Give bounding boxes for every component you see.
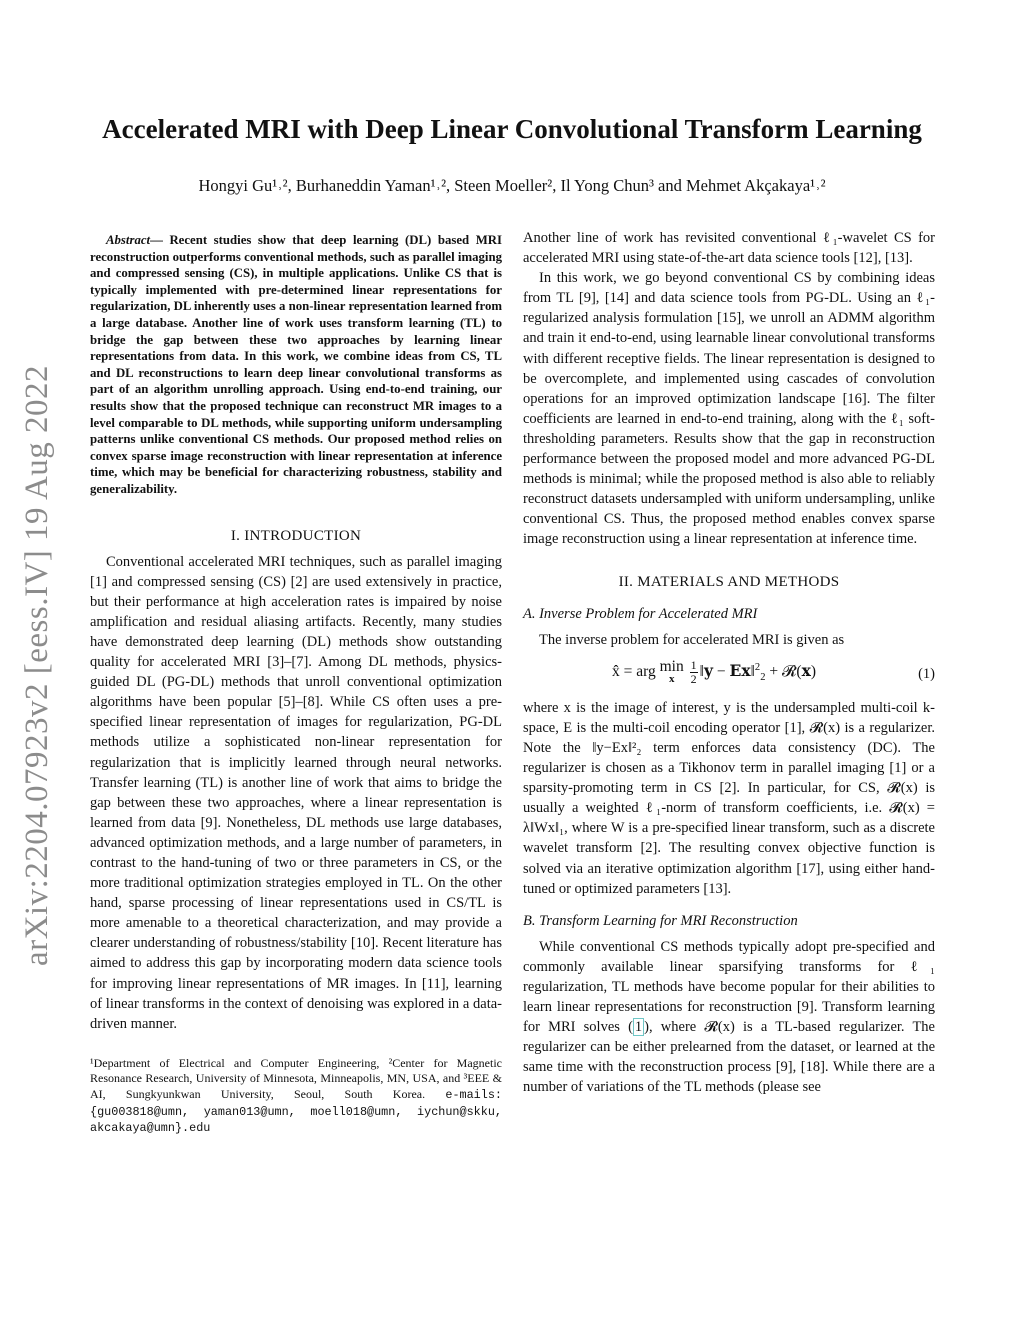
- paper-title: Accelerated MRI with Deep Linear Convolutional Transform Learning: [102, 114, 922, 144]
- author-list: Hongyi Gu¹˒², Burhaneddin Yaman¹˒², Steen Moeller², Il Yong Chun³ and Mehmet Akçakaya¹˒²: [198, 176, 826, 195]
- contribution-paragraph: In this work, we go beyond conventional CS by combining ideas from TL [9], [14] and data science tools from PG-DL. Using an ℓ₁-regularized analysis formulation [15], we unroll an ADMM algorithm and train it end-to-end, using learnable linear convolutional transforms with different receptive fields. The linear representation is designed to be overcomplete, and implemented using cascades of convolution operations for an improved optimization landscape [16]. The filter coefficients are learned in end-to-end training, along with the ℓ₁ soft-thresholding parameters. Results show that the gap in reconstruction performance between the proposed model and more advanced PG-DL methods is minimal; while the proposed method is also able to reliably reconstruct datasets undersampled with uniform undersampling, unlike conventional CS. Thus, the proposed method enables convex sparse image reconstruction using a linear representation at inference time.: [523, 270, 935, 548]
- transform-learning-paragraph: While conventional CS methods typically adopt pre-specified and commonly available linear sparsifying transforms for ℓ₁ regularization, TL methods have become popular for their abilities to learn linear representations for reconstruction [9]. Transform learning for MRI solves ( 1 ), where 𝓡(x) is a TL-based regularizer. The regularizer can be either prelearned from the dataset, or learned at the same time with the reconstruction process [9], [18]. While there are a number of variations of the TL methods (please see: [523, 938, 935, 1096]
- equation-number: (1): [918, 665, 935, 682]
- footnote-emails: e-mails: {gu003818@umn, yaman013@umn, moell018@umn, iychun@skku, akcakaya@umn}.edu: [90, 1088, 502, 1136]
- inverse-problem-intro: The inverse problem for accelerated MRI is given as: [539, 631, 845, 648]
- footnote-text: ¹Department of Electrical and Computer Engineering, ²Center for Magnetic Resonance Research, University of Minnesota, Minneapolis, MN, USA, and ³EEE & AI, Sungkyunkwan University, Seoul, South Korea.: [90, 1055, 502, 1102]
- abstract: [90, 232, 502, 498]
- related-work-paragraph: Another line of work has revisited conventional ℓ₁-wavelet CS for accelerated MRI using state-of-the-art data science tools [12], [13].: [523, 230, 935, 267]
- right-column: [523, 228, 935, 1098]
- equation-1: [523, 652, 935, 696]
- equation-body: x̂ = arg min x $\frac{1}{2}$ ‖y − Ex‖$^2_2$ + 𝓡(x): [611, 657, 817, 687]
- inverse-problem-explanation: where x is the image of interest, y is the undersampled multi-coil k-space, E is the multi-coil encoding operator [1], 𝓡(x) is a regularizer. Note the ‖y−Ex‖²₂ term enforces data consistency (DC). The regularizer is chosen as a Tikhonov term in parallel imaging [1] or a sparsity-promoting term in CS [2]. In particular, for CS, 𝓡(x) is usually a weighted ℓ₁-norm of transform coefficients, i.e. 𝓡(x) = λ‖Wx‖₁, where W is a pre-specified linear transform, such as a discrete wavelet transform [2]. The resulting convex objective function is solved via an iterative optimization algorithm [17], using either hand-tuned or optimized parameters [13].: [523, 699, 935, 897]
- arxiv-watermark: arXiv:2204.07923v2 [eess.IV] 19 Aug 2022: [19, 364, 56, 966]
- equation-reference-link[interactable]: 1: [634, 1019, 643, 1036]
- affiliation-footnote: [90, 1056, 502, 1137]
- section-heading-methods: II. MATERIALS AND METHODS: [618, 573, 840, 590]
- left-column: [90, 232, 502, 1137]
- subsection-heading-a: A. Inverse Problem for Accelerated MRI: [523, 605, 758, 622]
- abstract-label: Abstract: [106, 233, 151, 247]
- section-heading-introduction: I. INTRODUCTION: [230, 527, 362, 544]
- abstract-text: — Recent studies show that deep learning (DL) based MRI reconstruction outperforms conventional methods, such as parallel imaging and compressed sensing (CS), in multiple applications. Unlike CS that is typically implemented with pre-determined linear representations for regularization, DL inherently uses a non-linear representation learned from a large database. Another line of work uses transform learning (TL) to bridge the gap between these two approaches by learning linear representations from data. In this work, we combine ideas from CS, TL and DL reconstructions to learn deep linear convolutional transforms as part of an algorithm unrolling approach. Using end-to-end training, our results show that the proposed technique can reconstruct MR images to a level comparable to DL methods, while supporting uniform undersampling patterns unlike conventional CS methods. Our proposed method relies on convex sparse image reconstruction with linear representation at inference time, which may be beneficial for characterizing robustness, stability and generalizability.: [90, 233, 502, 496]
- intro-paragraph: Conventional accelerated MRI techniques, such as parallel imaging [1] and compressed sensing (CS) [2] are used extensively in practice, but their performance at high acceleration rates is impaired by noise amplification and residual aliasing artifacts. Recently, many studies have demonstrated deep learning (DL) methods show outstanding quality for accelerated MRI [3]–[7]. Among DL methods, physics-guided DL (PG-DL) methods that unroll conventional optimization algorithms have been popular [5]–[8]. While CS often uses a pre-specified linear representation of images for regularization, PG-DL methods utilize a sophisticated non-linear representation for regularization that is implicitly learned through neural networks. Transfer learning (TL) is another line of work that aims to bridge the gap between these two approaches, where a linear representation is learned from data [9]. Nonetheless, DL methods use large databases, advanced optimization methods, and a large number of parameters, in contrast to the hand-tuning of two or three parameters in CS, or the more traditional optimization strategies employed in TL. On the other hand, sparse processing of linear representations used in CS/TL is more amenable to a theoretical characterization, and may provide a clearer understanding of robustness/stability [10]. Recent literature has aimed to address this gap by incorporating modern data science tools for improving linear representations of MR images. In [11], learning of linear transforms in the context of denoising was explored in a data-driven manner.: [90, 553, 502, 1032]
- subsection-heading-b: B. Transform Learning for MRI Reconstruction: [523, 912, 798, 929]
